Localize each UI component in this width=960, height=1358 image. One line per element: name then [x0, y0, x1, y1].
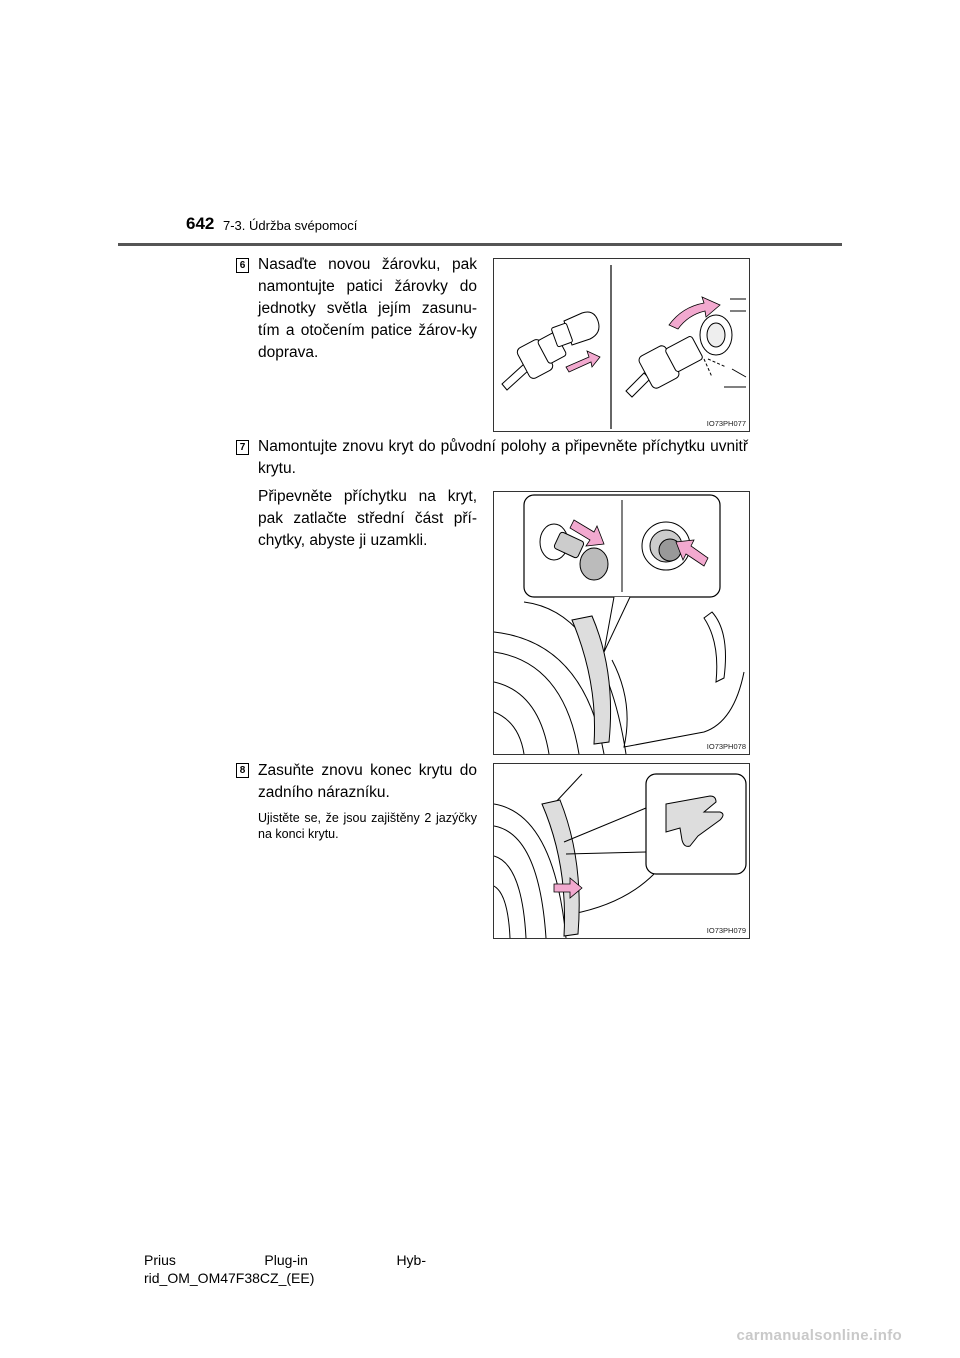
- bulb-install-illustration: [494, 259, 749, 431]
- figure-code: IO73PH079: [706, 926, 746, 935]
- step-8-note: Ujistěte se, že jsou zajištěny 2 jazýčky na konci krytu.: [258, 811, 477, 841]
- footer-part-3: Hyb-: [396, 1252, 426, 1268]
- footer-line-2: rid_OM_OM47F38CZ_(EE): [144, 1270, 315, 1286]
- arrow-insert-icon: [566, 351, 600, 372]
- footer-line-1: [144, 1251, 426, 1269]
- step-6-text: Nasaďte novou žárovku, pak namontujte patici žárovky do jednotky světla jejím zasunu-tím a otočením patice žárov-ky doprava.: [258, 256, 477, 361]
- footer-part-2: Plug-in: [264, 1252, 308, 1268]
- figure-cover-tabs: [493, 763, 750, 939]
- step-badge-8: 8: [236, 763, 249, 778]
- cover-tabs-illustration: [494, 764, 749, 938]
- header-rule: [118, 243, 842, 246]
- step-7-text: Namontujte znovu kryt do původní polohy a připevněte příchytku uvnitř krytu.: [258, 438, 748, 477]
- cover-clip-illustration: [494, 492, 749, 754]
- figure-bulb-install: [493, 258, 750, 432]
- step-7-subtext: Připevněte příchytku na kryt, pak zatlačte střední část pří-chytky, abyste ji uzamkli.: [258, 488, 477, 549]
- watermark: carmanualsonline.info: [736, 1327, 902, 1344]
- step-badge-6: 6: [236, 258, 249, 273]
- step-8-text: Zasuňte znovu konec krytu do zadního nárazníku.: [258, 762, 477, 801]
- figure-cover-clip: [493, 491, 750, 755]
- step-badge-7: 7: [236, 440, 249, 455]
- page-number: 642: [186, 214, 215, 233]
- figure-code: IO73PH078: [706, 742, 746, 751]
- footer-part-1: Prius: [144, 1252, 176, 1268]
- section-title: 7-3. Údržba svépomocí: [223, 218, 358, 233]
- footer: [144, 1251, 444, 1287]
- figure-code: IO73PH077: [706, 419, 746, 428]
